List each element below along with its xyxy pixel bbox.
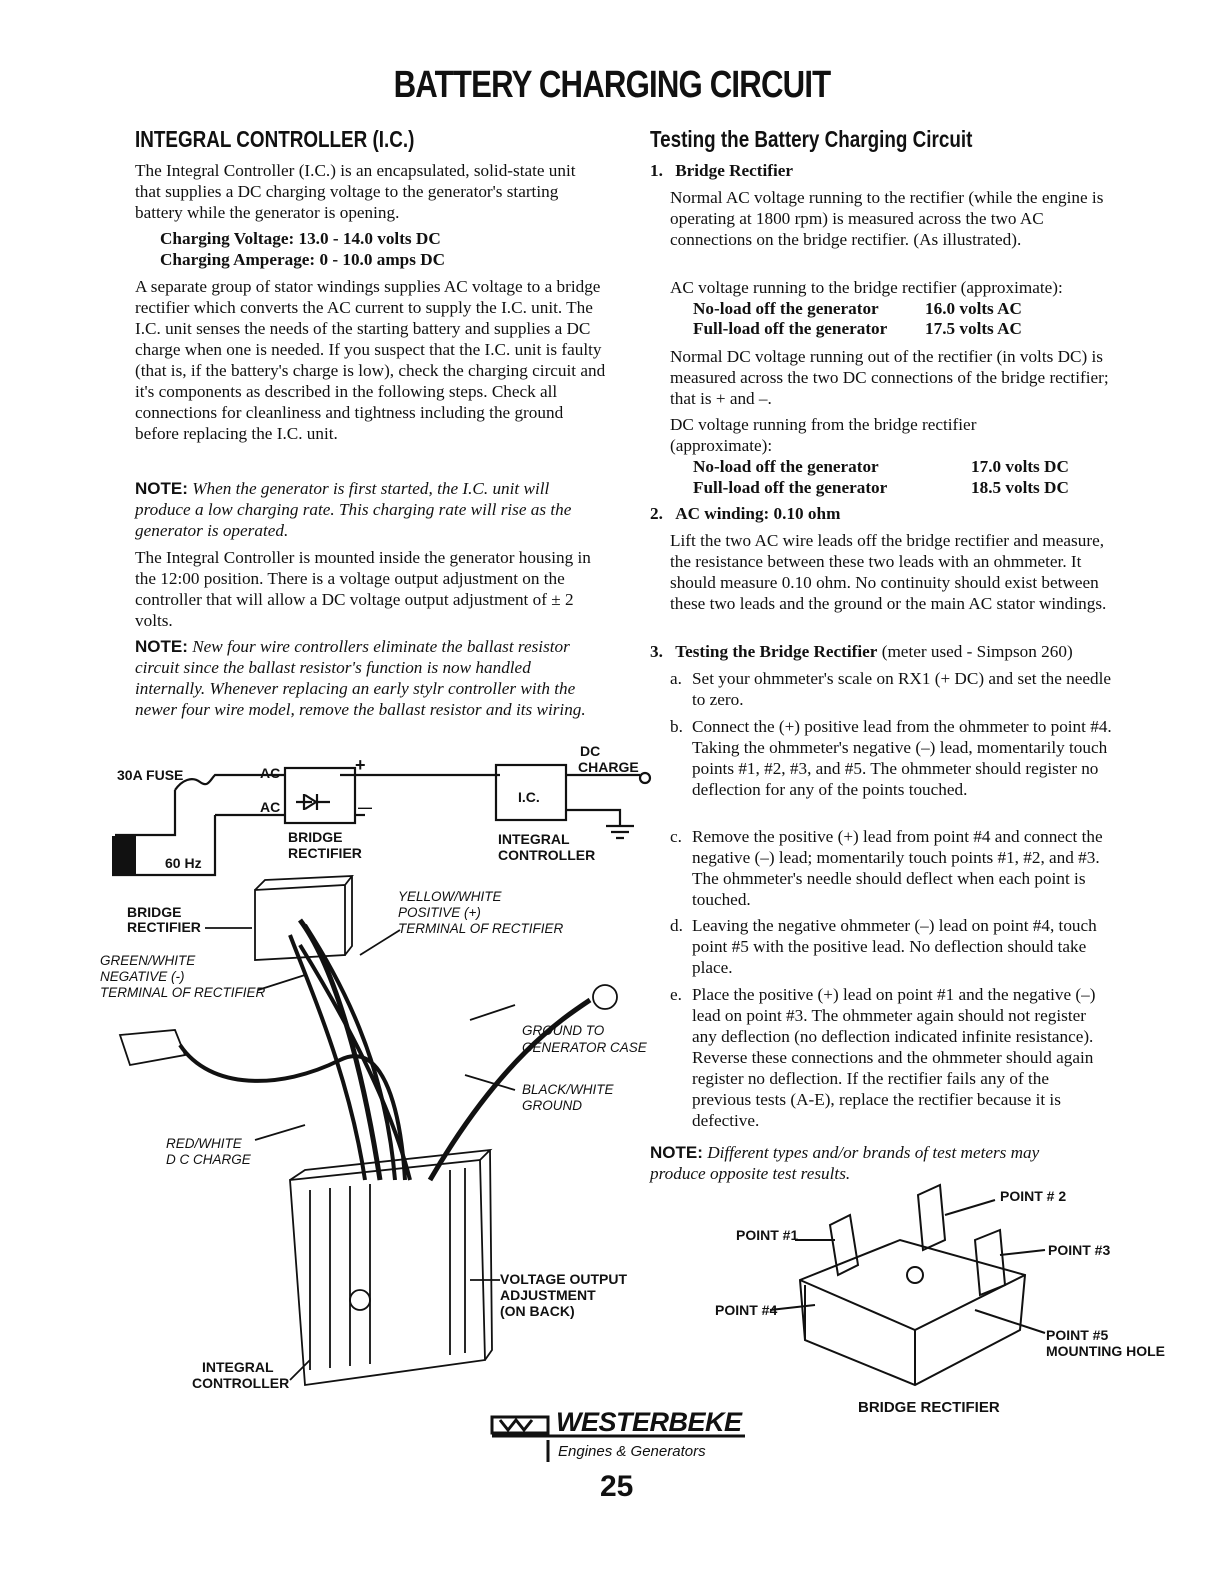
plus-label: + — [355, 755, 366, 775]
row-value: 17.0 volts DC — [971, 457, 1069, 476]
schematic-bridge-label-1: BRIDGE — [288, 829, 343, 845]
step-e-label: e. — [670, 985, 682, 1004]
dc-row-full-load — [693, 477, 1113, 498]
step-d-text: Leaving the negative ohmmeter (–) lead on point #4, touch point #5 with the positive lead. No deflection should take place. — [692, 916, 1097, 977]
green-wire-label-1: GREEN/WHITE — [100, 953, 196, 968]
step-number: 1. — [650, 161, 663, 180]
row-label: Full-load off the generator — [693, 478, 888, 497]
point-5-label-2: MOUNTING HOLE — [1046, 1343, 1165, 1359]
note-label: NOTE: — [135, 479, 188, 498]
schematic-integral-label-1: INTEGRAL — [498, 831, 570, 847]
page-title: BATTERY CHARGING CIRCUIT — [393, 64, 831, 106]
green-wire-label-2: NEGATIVE (-) — [100, 969, 185, 984]
step-3-title — [650, 641, 1120, 662]
row-label: Full-load off the generator — [693, 319, 888, 338]
rectifier-body — [800, 1240, 1025, 1385]
bridge-rectifier-caption: BRIDGE RECTIFIER — [858, 1399, 1000, 1416]
step-1-paragraph-4: DC voltage running from the bridge rectifier (approximate): — [670, 415, 977, 455]
ac-row-full-load — [693, 318, 1113, 339]
brand-tagline: Engines & Generators — [558, 1443, 706, 1460]
black-wire-label-2: GROUND — [522, 1098, 582, 1113]
ac-bottom-label: AC — [260, 799, 281, 815]
fuse-label: 30A FUSE — [117, 767, 184, 783]
row-label: No-load off the generator — [693, 299, 879, 318]
step-b-text: Connect the (+) positive lead from the ohmmeter to point #4. Taking the ohmmeter's negative (–) lead, momentarily touch points #1, #2, #3, and #5. The ohmmeter should register no deflection for any of the points touched. — [692, 717, 1112, 799]
step-c-text: Remove the positive (+) lead from point #4 and connect the negative (–) lead; momentarily touch points #1, #2, and #3. The ohmmeter's needle should deflect when each point is touched. — [692, 827, 1103, 909]
note-label: NOTE: — [135, 637, 188, 656]
step-subtitle: (meter used - Simpson 260) — [881, 642, 1073, 661]
step-e-text: Place the positive (+) lead on point #1 and the negative (–) lead on point #3. The ohmmeter again should not register any deflection (no deflection indicated infinite resistance). Reverse these connections and the ohmmeter should again register no deflection. If the rectifier fails any of the previous tests (A-E), replace the rectifier because it is defective. — [692, 985, 1096, 1130]
schematic-bridge-label-2: RECTIFIER — [288, 845, 362, 861]
step-2-paragraph: Lift the two AC wire leads off the bridge rectifier and measure, the resistance between these two leads with an ohmmeter. It should measure 0.10 ohm. No continuity should exist between these two leads and the ground or the main AC stator windings. — [670, 531, 1107, 613]
red-wire-label-2: D C CHARGE — [166, 1152, 251, 1167]
step-number: 3. — [650, 642, 663, 661]
step-2-title — [650, 503, 840, 524]
minus-label: — — [358, 799, 372, 815]
step-title: Testing the Bridge Rectifier — [675, 642, 878, 661]
brand-logo: WESTERBEKE — [556, 1407, 742, 1437]
page-number: 25 — [600, 1470, 634, 1503]
dc-row-no-load — [693, 456, 1113, 477]
illus-bridge-label-2: RECTIFIER — [127, 919, 201, 935]
red-wire-label-1: RED/WHITE — [166, 1136, 242, 1151]
dc-label: DC — [580, 743, 601, 759]
stator-block — [112, 836, 136, 876]
point-2-label: POINT # 2 — [1000, 1188, 1067, 1204]
ground-label-2: GENERATOR CASE — [522, 1040, 647, 1055]
note-text: Different types and/or brands of test meters may produce opposite test results. — [650, 1143, 1040, 1183]
note-text: When the generator is first started, the I.C. unit will produce a low charging rate. This charging rate will rise as the generator is operated. — [135, 479, 572, 540]
illus-ic-label-2: CONTROLLER — [192, 1375, 290, 1391]
section-heading-integral-controller: INTEGRAL CONTROLLER (I.C.) — [135, 126, 415, 152]
ground-label-1: GROUND TO — [522, 1023, 605, 1038]
row-value: 16.0 volts AC — [925, 299, 1022, 318]
voltage-adjust-label-3: (ON BACK) — [500, 1303, 575, 1319]
intro-paragraph: The Integral Controller (I.C.) is an encapsulated, solid-state unit that supplies a DC charging voltage to the generator's starting battery while the generator is opening. — [135, 161, 576, 222]
step-1-paragraph-2: AC voltage running to the bridge rectifier (approximate): — [670, 278, 1063, 297]
spec-value: 0 - 10.0 amps DC — [319, 250, 446, 269]
charge-label: CHARGE — [578, 759, 639, 775]
row-label: No-load off the generator — [693, 457, 879, 476]
ic-symbol-label: I.C. — [518, 789, 540, 805]
schematic-integral-label-2: CONTROLLER — [498, 847, 596, 863]
step-1-paragraph-3: Normal DC voltage running out of the rectifier (in volts DC) is measured across the two DC connections of the bridge rectifier; that is + and –. — [670, 347, 1109, 408]
black-wire-label-1: BLACK/WHITE — [522, 1082, 614, 1097]
row-value: 18.5 volts DC — [971, 478, 1069, 497]
yellow-wire-label-2: POSITIVE (+) — [398, 905, 481, 920]
point-3-label: POINT #3 — [1048, 1242, 1111, 1258]
step-title: AC winding: 0.10 ohm — [675, 504, 841, 523]
step-a-text: Set your ohmmeter's scale on RX1 (+ DC) and set the needle to zero. — [692, 669, 1111, 709]
illus-bridge-label-1: BRIDGE — [127, 904, 182, 920]
step-b-label: b. — [670, 717, 683, 736]
spec-label: Charging Voltage: — [160, 229, 295, 248]
ac-row-no-load — [693, 298, 1113, 319]
note-label: NOTE: — [650, 1143, 703, 1162]
row-value: 17.5 volts AC — [925, 319, 1022, 338]
bridge-symbol-box — [285, 768, 355, 823]
fuse-lead — [115, 790, 175, 835]
step-1-title — [650, 160, 793, 181]
point-5-label-1: POINT #5 — [1046, 1327, 1109, 1343]
illus-ic-label-1: INTEGRAL — [202, 1359, 274, 1375]
spec-value: 13.0 - 14.0 volts DC — [298, 229, 441, 248]
voltage-adjust-label-1: VOLTAGE OUTPUT — [500, 1271, 628, 1287]
yellow-wire-label-1: YELLOW/WHITE — [398, 889, 502, 904]
step-c-label: c. — [670, 827, 682, 846]
ac-top-label: AC — [260, 765, 281, 781]
section-heading-testing: Testing the Battery Charging Circuit — [650, 126, 973, 152]
step-a-label: a. — [670, 669, 682, 688]
freq-label: 60 Hz — [165, 855, 202, 871]
green-wire-label-3: TERMINAL OF RECTIFIER — [100, 985, 266, 1000]
step-title: Bridge Rectifier — [675, 161, 794, 180]
step-1-paragraph-1: Normal AC voltage running to the rectifier (while the engine is operating at 1800 rpm) is measured across the two AC connections on the bridge rectifier. (As illustrated). — [670, 188, 1104, 249]
step-d-label: d. — [670, 916, 683, 935]
step-number: 2. — [650, 504, 663, 523]
point-4-label: POINT #4 — [715, 1302, 778, 1318]
spec-label: Charging Amperage: — [160, 250, 316, 269]
yellow-wire-label-3: TERMINAL OF RECTIFIER — [398, 921, 564, 936]
note-text: New four wire controllers eliminate the ballast resistor circuit since the ballast resistor's function is now handled internally. Whenever replacing an early stylr controller with the newer four wire model, remove the ballast resistor and its wiring. — [135, 637, 586, 719]
rectifier-paragraph: A separate group of stator windings supplies AC voltage to a bridge rectifier which converts the AC current to supply the I.C. unit. The I.C. unit senses the needs of the starting battery and supplies a DC charge when one is needed. If you suspect that the I.C. unit is faulty (that is, if the battery's charge is low), check the charging circuit and it's components as described in the following steps. Check all connections for cleanliness and tightness including the ground before replacing the I.C. unit. — [135, 277, 606, 443]
voltage-adjust-label-2: ADJUSTMENT — [500, 1287, 596, 1303]
note-test-meters — [650, 1142, 1080, 1184]
point-1-label: POINT #1 — [736, 1227, 799, 1243]
mounting-paragraph: The Integral Controller is mounted inside the generator housing in the 12:00 position. There is a voltage output adjustment on the controller that will allow a DC voltage output adjustment of ± 2 volts. — [135, 548, 591, 630]
